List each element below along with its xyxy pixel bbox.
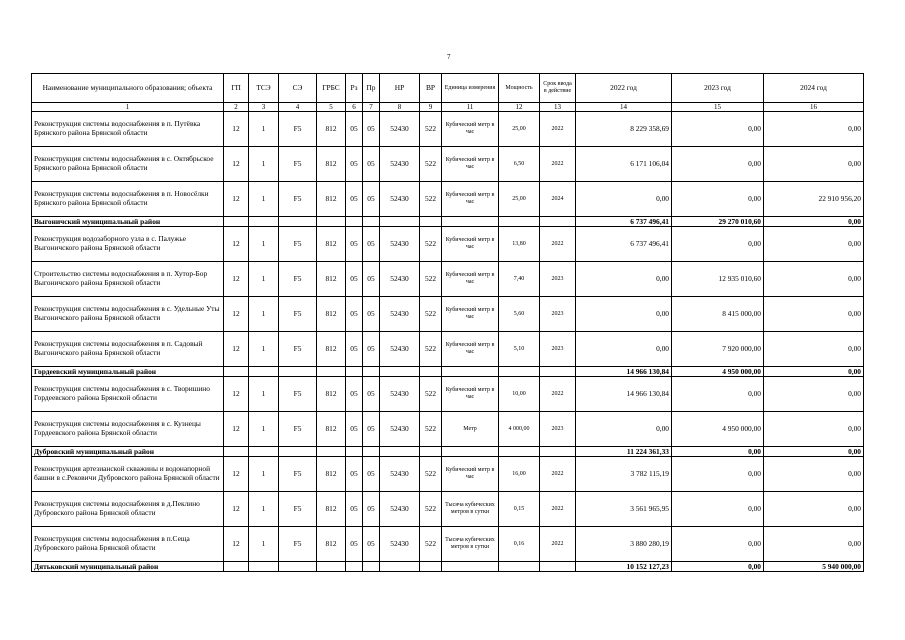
cell-2024: 0,00 <box>764 112 864 147</box>
cell-gp: 12 <box>224 147 249 182</box>
cell-pr: 05 <box>363 332 380 367</box>
object-name: Реконструкция системы водоснабжения в с. Творишино Гордеевского района Брянской области <box>32 377 224 412</box>
cell-2022: 3 880 280,19 <box>576 527 672 562</box>
cell-power: 25,00 <box>499 112 540 147</box>
cell-se: F5 <box>279 412 317 447</box>
empty-cell <box>317 217 346 227</box>
table-row <box>32 182 864 217</box>
cell-2024: 0,00 <box>764 377 864 412</box>
empty-cell <box>540 447 576 457</box>
cell-grbs: 812 <box>317 262 346 297</box>
cell-vr: 522 <box>420 377 442 412</box>
table-row <box>32 377 864 412</box>
column-header: ВР <box>420 74 442 103</box>
cell-term: 2022 <box>540 147 576 182</box>
empty-cell <box>380 217 420 227</box>
cell-tse: 1 <box>249 377 279 412</box>
cell-gp: 12 <box>224 527 249 562</box>
empty-cell <box>442 447 499 457</box>
column-header: ТСЭ <box>249 74 279 103</box>
object-name: Реконструкция водозаборного узла в с. Палужье Выгоничского района Брянской области <box>32 227 224 262</box>
empty-cell <box>317 562 346 572</box>
column-header: Срок ввода в действие <box>540 74 576 103</box>
empty-cell <box>224 447 249 457</box>
cell-2023: 0,00 <box>672 527 764 562</box>
cell-tse: 1 <box>249 262 279 297</box>
column-header: НР <box>380 74 420 103</box>
cell-unit: Кубический метр в час <box>442 182 499 217</box>
cell-nr: 52430 <box>380 492 420 527</box>
cell-nr: 52430 <box>380 297 420 332</box>
cell-rz: 05 <box>346 412 363 447</box>
cell-power: 5,10 <box>499 332 540 367</box>
empty-cell <box>224 367 249 377</box>
cell-rz: 05 <box>346 332 363 367</box>
cell-2024: 0,00 <box>764 147 864 182</box>
object-name: Реконструкция системы водоснабжения в с. Октябрьское Брянского района Брянской области <box>32 147 224 182</box>
cell-vr: 522 <box>420 227 442 262</box>
table-row <box>32 492 864 527</box>
cell-unit: Кубический метр в час <box>442 147 499 182</box>
cell-gp: 12 <box>224 457 249 492</box>
cell-2024: 0,00 <box>764 527 864 562</box>
empty-cell <box>442 562 499 572</box>
cell-power: 13,80 <box>499 227 540 262</box>
cell-pr: 05 <box>363 492 380 527</box>
column-number: 14 <box>576 103 672 112</box>
section-total-2022: 6 737 496,41 <box>576 217 672 227</box>
section-total-2022: 14 966 130,84 <box>576 367 672 377</box>
cell-2023: 0,00 <box>672 377 764 412</box>
cell-2024: 0,00 <box>764 297 864 332</box>
cell-nr: 52430 <box>380 332 420 367</box>
section-name: Гордеевский муниципальный район <box>32 367 224 377</box>
table-row <box>32 412 864 447</box>
cell-rz: 05 <box>346 227 363 262</box>
object-name: Реконструкция системы водоснабжения в п.Сеща Дубровского района Брянской области <box>32 527 224 562</box>
column-number: 15 <box>672 103 764 112</box>
empty-cell <box>224 217 249 227</box>
cell-2024: 0,00 <box>764 262 864 297</box>
cell-vr: 522 <box>420 527 442 562</box>
cell-tse: 1 <box>249 412 279 447</box>
cell-power: 7,40 <box>499 262 540 297</box>
cell-tse: 1 <box>249 112 279 147</box>
cell-nr: 52430 <box>380 377 420 412</box>
empty-cell <box>346 217 363 227</box>
object-name: Реконструкция системы водоснабжения в п. Путёвка Брянского района Брянской области <box>32 112 224 147</box>
cell-tse: 1 <box>249 182 279 217</box>
cell-term: 2023 <box>540 262 576 297</box>
cell-gp: 12 <box>224 227 249 262</box>
cell-se: F5 <box>279 377 317 412</box>
column-header: Мощность <box>499 74 540 103</box>
cell-rz: 05 <box>346 182 363 217</box>
cell-nr: 52430 <box>380 227 420 262</box>
cell-nr: 52430 <box>380 412 420 447</box>
cell-grbs: 812 <box>317 412 346 447</box>
section-total-2024: 0,00 <box>764 367 864 377</box>
column-header: ГРБС <box>317 74 346 103</box>
cell-tse: 1 <box>249 527 279 562</box>
object-name: Реконструкция системы водоснабжения в д.Пеклино Дубровского района Брянской области <box>32 492 224 527</box>
empty-cell <box>420 562 442 572</box>
object-name: Реконструкция системы водоснабжения в п. Новосёлки Брянского района Брянской области <box>32 182 224 217</box>
table-body <box>32 74 864 572</box>
column-number: 12 <box>499 103 540 112</box>
section-row <box>32 367 864 377</box>
cell-term: 2022 <box>540 112 576 147</box>
cell-power: 16,00 <box>499 457 540 492</box>
cell-2023: 0,00 <box>672 112 764 147</box>
cell-2022: 14 966 130,84 <box>576 377 672 412</box>
empty-cell <box>249 447 279 457</box>
empty-cell <box>363 367 380 377</box>
column-header: 2023 год <box>672 74 764 103</box>
cell-unit: Тысяча кубических метров в сутки <box>442 527 499 562</box>
cell-unit: Метр <box>442 412 499 447</box>
cell-2024: 0,00 <box>764 457 864 492</box>
cell-pr: 05 <box>363 262 380 297</box>
cell-rz: 05 <box>346 492 363 527</box>
empty-cell <box>380 447 420 457</box>
cell-gp: 12 <box>224 377 249 412</box>
cell-term: 2024 <box>540 182 576 217</box>
cell-term: 2022 <box>540 227 576 262</box>
empty-cell <box>346 562 363 572</box>
cell-grbs: 812 <box>317 527 346 562</box>
empty-cell <box>499 367 540 377</box>
cell-tse: 1 <box>249 227 279 262</box>
empty-cell <box>540 562 576 572</box>
empty-cell <box>279 367 317 377</box>
page-number: 7 <box>447 53 451 61</box>
empty-cell <box>540 217 576 227</box>
object-name: Реконструкция системы водоснабжения в с. Удельные Уты Выгоничского района Брянской области <box>32 297 224 332</box>
column-number: 11 <box>442 103 499 112</box>
empty-cell <box>499 447 540 457</box>
column-number: 3 <box>249 103 279 112</box>
cell-power: 4 000,00 <box>499 412 540 447</box>
cell-tse: 1 <box>249 147 279 182</box>
cell-term: 2022 <box>540 492 576 527</box>
cell-se: F5 <box>279 492 317 527</box>
table-row <box>32 457 864 492</box>
cell-power: 5,60 <box>499 297 540 332</box>
cell-pr: 05 <box>363 227 380 262</box>
cell-2022: 3 782 115,19 <box>576 457 672 492</box>
empty-cell <box>279 562 317 572</box>
cell-gp: 12 <box>224 332 249 367</box>
cell-grbs: 812 <box>317 147 346 182</box>
column-header: 2024 год <box>764 74 864 103</box>
column-number: 7 <box>363 103 380 112</box>
section-name: Дятьковский муниципальный район <box>32 562 224 572</box>
cell-power: 25,00 <box>499 182 540 217</box>
cell-2023: 0,00 <box>672 182 764 217</box>
column-number-row <box>32 103 864 112</box>
empty-cell <box>442 217 499 227</box>
cell-nr: 52430 <box>380 182 420 217</box>
cell-term: 2023 <box>540 412 576 447</box>
cell-pr: 05 <box>363 147 380 182</box>
cell-vr: 522 <box>420 412 442 447</box>
empty-cell <box>499 217 540 227</box>
cell-se: F5 <box>279 332 317 367</box>
cell-pr: 05 <box>363 377 380 412</box>
cell-gp: 12 <box>224 112 249 147</box>
cell-rz: 05 <box>346 147 363 182</box>
cell-vr: 522 <box>420 182 442 217</box>
cell-tse: 1 <box>249 492 279 527</box>
cell-se: F5 <box>279 227 317 262</box>
cell-2022: 0,00 <box>576 412 672 447</box>
column-header: Единица измерения <box>442 74 499 103</box>
cell-vr: 522 <box>420 332 442 367</box>
cell-grbs: 812 <box>317 457 346 492</box>
cell-se: F5 <box>279 457 317 492</box>
cell-vr: 522 <box>420 457 442 492</box>
cell-rz: 05 <box>346 457 363 492</box>
column-number: 2 <box>224 103 249 112</box>
empty-cell <box>420 217 442 227</box>
column-header: Пр <box>363 74 380 103</box>
cell-unit: Кубический метр в час <box>442 227 499 262</box>
column-header: 2022 год <box>576 74 672 103</box>
cell-se: F5 <box>279 527 317 562</box>
cell-tse: 1 <box>249 332 279 367</box>
cell-2022: 0,00 <box>576 297 672 332</box>
column-header: ГП <box>224 74 249 103</box>
empty-cell <box>279 217 317 227</box>
empty-cell <box>346 447 363 457</box>
cell-vr: 522 <box>420 492 442 527</box>
table-row <box>32 262 864 297</box>
section-name: Выгоничский муниципальный район <box>32 217 224 227</box>
cell-pr: 05 <box>363 112 380 147</box>
cell-nr: 52430 <box>380 147 420 182</box>
column-number: 16 <box>764 103 864 112</box>
cell-2023: 4 950 000,00 <box>672 412 764 447</box>
cell-vr: 522 <box>420 112 442 147</box>
column-header: Рз <box>346 74 363 103</box>
cell-se: F5 <box>279 262 317 297</box>
empty-cell <box>317 447 346 457</box>
cell-2022: 8 229 358,69 <box>576 112 672 147</box>
cell-tse: 1 <box>249 297 279 332</box>
cell-2022: 3 561 965,95 <box>576 492 672 527</box>
cell-se: F5 <box>279 147 317 182</box>
cell-power: 10,00 <box>499 377 540 412</box>
cell-nr: 52430 <box>380 262 420 297</box>
empty-cell <box>317 367 346 377</box>
empty-cell <box>540 367 576 377</box>
section-row <box>32 447 864 457</box>
cell-rz: 05 <box>346 527 363 562</box>
section-total-2022: 11 224 361,33 <box>576 447 672 457</box>
cell-gp: 12 <box>224 297 249 332</box>
section-row <box>32 562 864 572</box>
empty-cell <box>363 447 380 457</box>
column-header: Наименование муниципального образования; объекта <box>32 74 224 103</box>
table-row <box>32 297 864 332</box>
cell-2023: 12 935 010,60 <box>672 262 764 297</box>
cell-grbs: 812 <box>317 297 346 332</box>
cell-unit: Кубический метр в час <box>442 297 499 332</box>
cell-2023: 0,00 <box>672 492 764 527</box>
cell-unit: Кубический метр в час <box>442 377 499 412</box>
section-total-2023: 0,00 <box>672 562 764 572</box>
empty-cell <box>420 367 442 377</box>
cell-se: F5 <box>279 182 317 217</box>
object-name: Реконструкция артезианской скважины и водонапорной башни в с.Рековичи Дубровского района Брянской области <box>32 457 224 492</box>
section-total-2023: 4 950 000,00 <box>672 367 764 377</box>
table-row <box>32 112 864 147</box>
cell-gp: 12 <box>224 492 249 527</box>
cell-tse: 1 <box>249 457 279 492</box>
cell-2023: 7 920 000,00 <box>672 332 764 367</box>
empty-cell <box>380 367 420 377</box>
cell-nr: 52430 <box>380 527 420 562</box>
cell-unit: Кубический метр в час <box>442 457 499 492</box>
cell-term: 2023 <box>540 297 576 332</box>
table-row <box>32 527 864 562</box>
cell-2022: 6 171 106,04 <box>576 147 672 182</box>
cell-grbs: 812 <box>317 182 346 217</box>
cell-rz: 05 <box>346 377 363 412</box>
cell-rz: 05 <box>346 297 363 332</box>
cell-2023: 0,00 <box>672 457 764 492</box>
cell-2022: 0,00 <box>576 182 672 217</box>
cell-term: 2023 <box>540 332 576 367</box>
cell-gp: 12 <box>224 182 249 217</box>
budget-table <box>31 73 864 572</box>
header-row <box>32 74 864 103</box>
cell-vr: 522 <box>420 262 442 297</box>
column-number: 4 <box>279 103 317 112</box>
table-row <box>32 332 864 367</box>
cell-pr: 05 <box>363 412 380 447</box>
cell-2024: 0,00 <box>764 492 864 527</box>
cell-gp: 12 <box>224 262 249 297</box>
cell-grbs: 812 <box>317 377 346 412</box>
cell-power: 0,16 <box>499 527 540 562</box>
cell-2022: 6 737 496,41 <box>576 227 672 262</box>
column-number: 13 <box>540 103 576 112</box>
column-number: 6 <box>346 103 363 112</box>
column-header: СЭ <box>279 74 317 103</box>
object-name: Реконструкция системы водоснабжения в п. Садовый Выгоничского района Брянской области <box>32 332 224 367</box>
empty-cell <box>346 367 363 377</box>
cell-2024: 22 910 956,20 <box>764 182 864 217</box>
cell-pr: 05 <box>363 297 380 332</box>
cell-2024: 0,00 <box>764 227 864 262</box>
empty-cell <box>249 562 279 572</box>
section-total-2024: 0,00 <box>764 217 864 227</box>
section-total-2023: 0,00 <box>672 447 764 457</box>
cell-grbs: 812 <box>317 492 346 527</box>
section-total-2023: 29 270 010,60 <box>672 217 764 227</box>
object-name: Строительство системы водоснабжения в п. Хутор-Бор Выгоничского района Брянской области <box>32 262 224 297</box>
cell-rz: 05 <box>346 112 363 147</box>
section-row <box>32 217 864 227</box>
empty-cell <box>363 562 380 572</box>
cell-term: 2022 <box>540 457 576 492</box>
cell-pr: 05 <box>363 182 380 217</box>
cell-unit: Тысяча кубических метров в сутки <box>442 492 499 527</box>
cell-2023: 0,00 <box>672 227 764 262</box>
cell-grbs: 812 <box>317 332 346 367</box>
cell-vr: 522 <box>420 147 442 182</box>
empty-cell <box>420 447 442 457</box>
cell-2023: 8 415 000,00 <box>672 297 764 332</box>
cell-power: 0,15 <box>499 492 540 527</box>
section-total-2022: 10 152 127,23 <box>576 562 672 572</box>
cell-term: 2022 <box>540 377 576 412</box>
cell-gp: 12 <box>224 412 249 447</box>
cell-2022: 0,00 <box>576 332 672 367</box>
empty-cell <box>380 562 420 572</box>
empty-cell <box>442 367 499 377</box>
section-total-2024: 5 940 000,00 <box>764 562 864 572</box>
cell-se: F5 <box>279 112 317 147</box>
cell-2024: 0,00 <box>764 332 864 367</box>
cell-se: F5 <box>279 297 317 332</box>
section-name: Дубровский муниципальный район <box>32 447 224 457</box>
cell-nr: 52430 <box>380 112 420 147</box>
cell-vr: 522 <box>420 297 442 332</box>
empty-cell <box>249 367 279 377</box>
table-row <box>32 227 864 262</box>
cell-unit: Кубический метр в час <box>442 332 499 367</box>
cell-pr: 05 <box>363 527 380 562</box>
cell-grbs: 812 <box>317 227 346 262</box>
cell-power: 6,50 <box>499 147 540 182</box>
empty-cell <box>499 562 540 572</box>
section-total-2024: 0,00 <box>764 447 864 457</box>
column-number: 9 <box>420 103 442 112</box>
cell-2024: 0,00 <box>764 412 864 447</box>
cell-unit: Кубический метр в час <box>442 112 499 147</box>
empty-cell <box>363 217 380 227</box>
cell-2023: 0,00 <box>672 147 764 182</box>
empty-cell <box>249 217 279 227</box>
cell-unit: Кубический метр в час <box>442 262 499 297</box>
cell-2022: 0,00 <box>576 262 672 297</box>
cell-nr: 52430 <box>380 457 420 492</box>
column-number: 8 <box>380 103 420 112</box>
column-number: 5 <box>317 103 346 112</box>
column-number: 1 <box>32 103 224 112</box>
object-name: Реконструкция системы водоснабжения в с. Кузнецы Гордеевского района Брянской области <box>32 412 224 447</box>
empty-cell <box>279 447 317 457</box>
cell-rz: 05 <box>346 262 363 297</box>
cell-grbs: 812 <box>317 112 346 147</box>
cell-pr: 05 <box>363 457 380 492</box>
empty-cell <box>224 562 249 572</box>
table-row <box>32 147 864 182</box>
cell-term: 2022 <box>540 527 576 562</box>
